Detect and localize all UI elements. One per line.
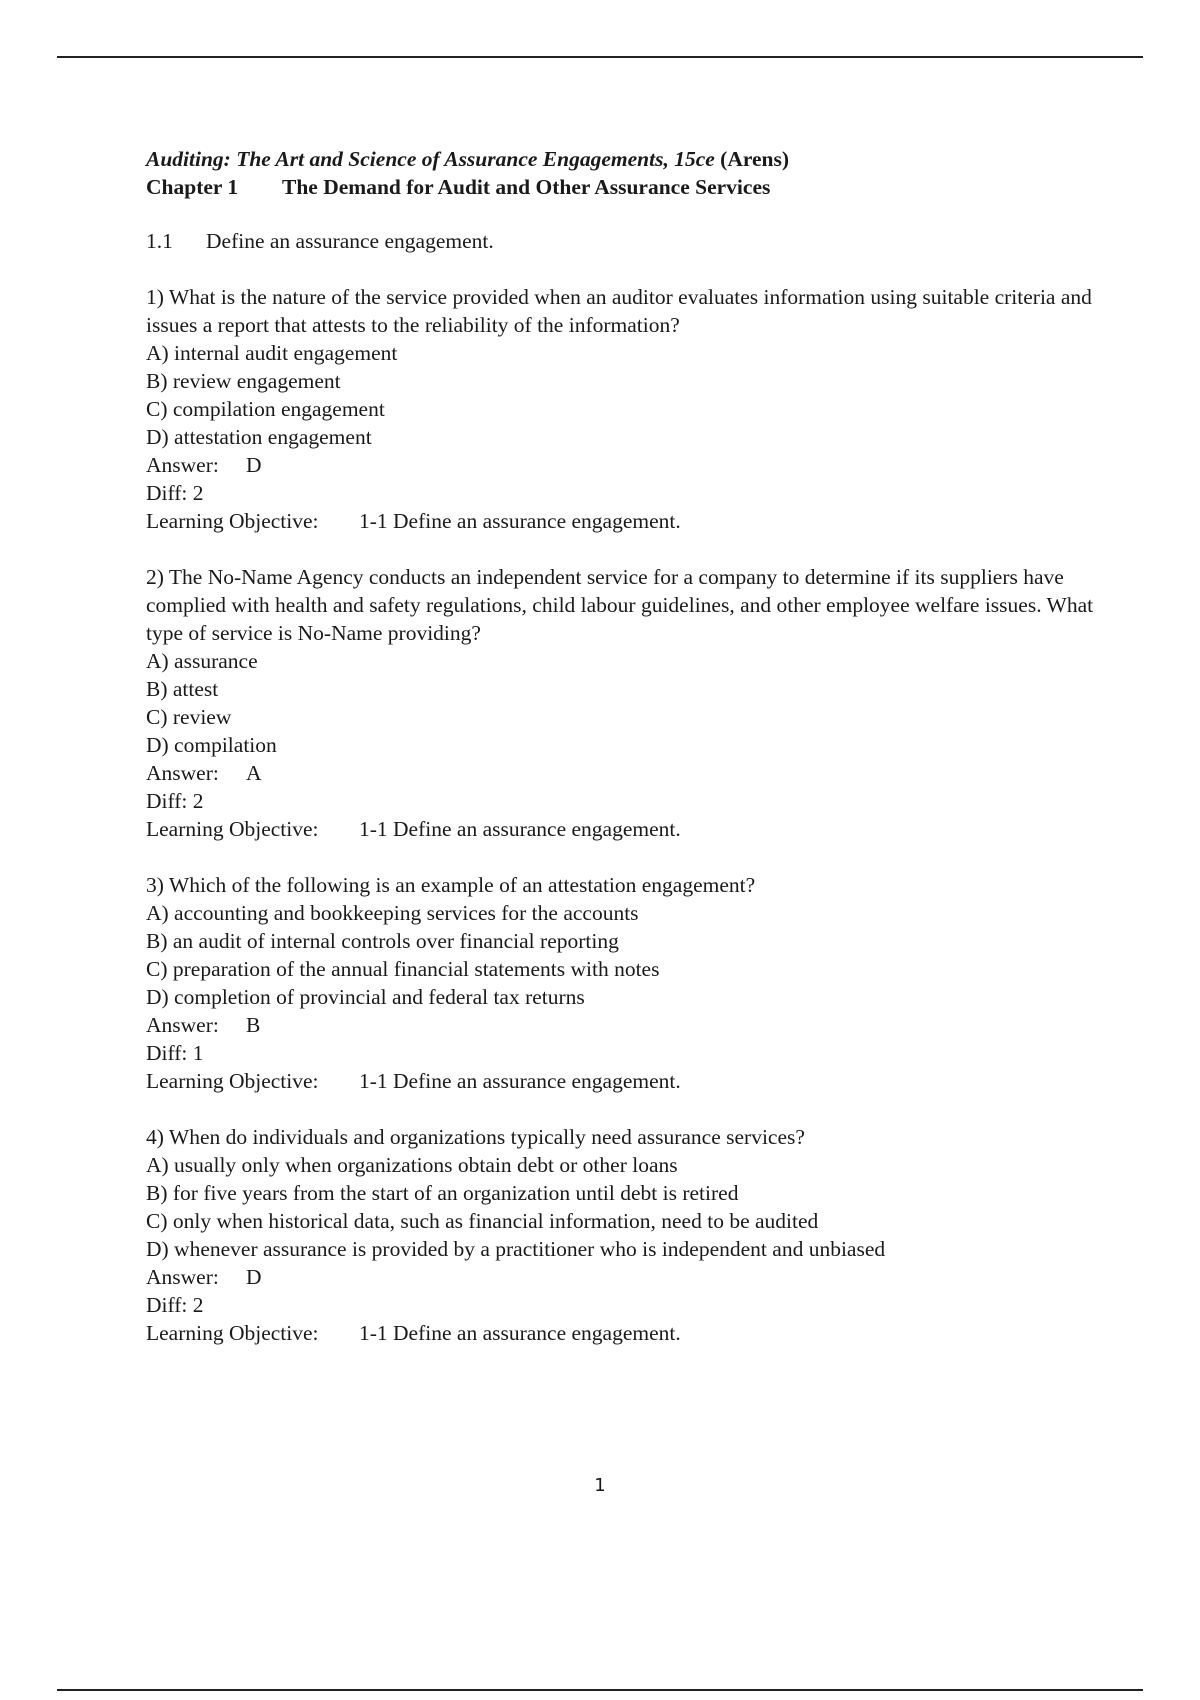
question-stem: 4) When do individuals and organizations typically need assurance services? (146, 1125, 805, 1149)
answer-label: Answer: (146, 761, 219, 785)
answer-value: B (246, 1013, 261, 1037)
page-number: 1 (594, 1475, 606, 1496)
option-c: C) only when historical data, such as financial information, need to be audited (146, 1209, 819, 1233)
option-a: A) usually only when organizations obtain debt or other loans (146, 1153, 678, 1177)
learning-objective-label: Learning Objective: (146, 509, 319, 533)
objective-text: Define an assurance engagement. (206, 229, 494, 253)
option-c: C) preparation of the annual financial statements with notes (146, 957, 660, 981)
option-a: A) assurance (146, 649, 258, 673)
learning-objective-value: 1-1 Define an assurance engagement. (359, 817, 681, 841)
book-title: Auditing: The Art and Science of Assurance Engagements, 15ce (146, 147, 715, 171)
option-b: B) an audit of internal controls over financial reporting (146, 929, 619, 953)
answer-label: Answer: (146, 1265, 219, 1289)
learning-objective-line (146, 507, 1106, 535)
option-list (146, 899, 1106, 1011)
objective-heading (146, 227, 1106, 255)
chapter-label: Chapter 1 (146, 175, 239, 199)
option-d: D) completion of provincial and federal tax returns (146, 985, 585, 1009)
question-1 (146, 283, 1106, 535)
chapter-heading (146, 173, 1106, 201)
answer-value: D (246, 1265, 262, 1289)
difficulty: Diff: 2 (146, 1293, 204, 1317)
question-3 (146, 871, 1106, 1095)
learning-objective-value: 1-1 Define an assurance engagement. (359, 1321, 681, 1345)
option-list (146, 1151, 1106, 1263)
question-stem: 1) What is the nature of the service provided when an auditor evaluates information using suitable criteria and issues a report that attests to the reliability of the information? (146, 285, 1092, 337)
document-title (146, 145, 1106, 173)
answer-line (146, 1263, 1106, 1291)
learning-objective-label: Learning Objective: (146, 1321, 319, 1345)
top-rule (57, 56, 1143, 58)
option-d: D) compilation (146, 733, 277, 757)
answer-line (146, 759, 1106, 787)
option-list (146, 339, 1106, 451)
answer-value: A (246, 761, 262, 785)
learning-objective-line (146, 1319, 1106, 1347)
book-author: (Arens) (720, 147, 790, 171)
document-body (146, 145, 1106, 1347)
question-4 (146, 1123, 1106, 1347)
option-list (146, 647, 1106, 759)
option-d: D) attestation engagement (146, 425, 372, 449)
question-stem: 3) Which of the following is an example of an attestation engagement? (146, 873, 756, 897)
option-a: A) accounting and bookkeeping services for the accounts (146, 901, 639, 925)
question-stem: 2) The No-Name Agency conducts an independent service for a company to determine if its suppliers have complied with health and safety regulations, child labour guidelines, and other employee welfare issues. What type of service is No-Name providing? (146, 565, 1094, 645)
option-c: C) review (146, 705, 232, 729)
learning-objective-label: Learning Objective: (146, 1069, 319, 1093)
learning-objective-line (146, 1067, 1106, 1095)
question-2 (146, 563, 1106, 843)
learning-objective-label: Learning Objective: (146, 817, 319, 841)
learning-objective-value: 1-1 Define an assurance engagement. (359, 1069, 681, 1093)
option-a: A) internal audit engagement (146, 341, 398, 365)
bottom-rule (57, 1689, 1143, 1691)
difficulty: Diff: 2 (146, 789, 204, 813)
difficulty: Diff: 2 (146, 481, 204, 505)
learning-objective-value: 1-1 Define an assurance engagement. (359, 509, 681, 533)
option-b: B) for five years from the start of an organization until debt is retired (146, 1181, 739, 1205)
answer-label: Answer: (146, 453, 219, 477)
chapter-title: The Demand for Audit and Other Assurance Services (282, 175, 771, 199)
learning-objective-line (146, 815, 1106, 843)
answer-label: Answer: (146, 1013, 219, 1037)
difficulty: Diff: 1 (146, 1041, 204, 1065)
answer-value: D (246, 453, 262, 477)
answer-line (146, 1011, 1106, 1039)
option-d: D) whenever assurance is provided by a practitioner who is independent and unbiased (146, 1237, 886, 1261)
option-b: B) review engagement (146, 369, 341, 393)
option-b: B) attest (146, 677, 219, 701)
objective-number: 1.1 (146, 229, 173, 253)
option-c: C) compilation engagement (146, 397, 385, 421)
answer-line (146, 451, 1106, 479)
